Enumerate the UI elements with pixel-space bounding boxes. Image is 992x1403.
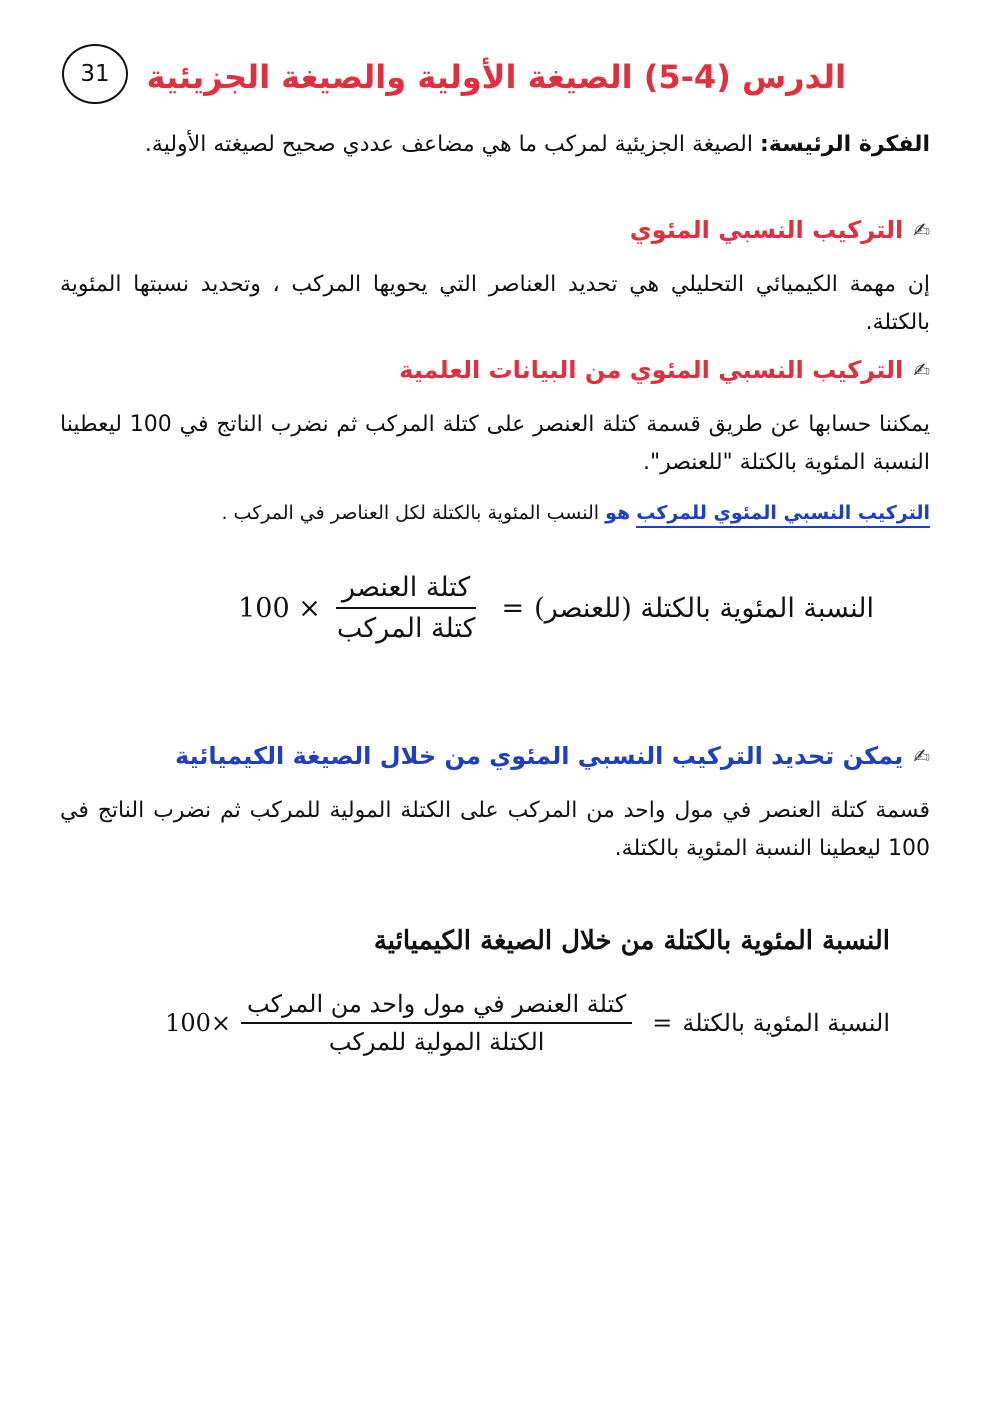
formula1-equals: =	[501, 592, 525, 624]
definition-verb: هو	[605, 502, 631, 524]
page-number-text: 31	[80, 61, 110, 87]
lesson-title	[147, 58, 846, 96]
section3-body-part1: قسمة كتلة العنصر في مول واحد من المركب على الكتلة المولية للمركب ثم نضرب الناتج في	[60, 798, 930, 823]
section2-body-part2: ليعطينا النسبة المئوية بالكتلة "للعنصر".	[60, 412, 930, 475]
section1-body	[60, 266, 930, 342]
pen-icon: ✍	[913, 218, 930, 242]
section2-heading	[399, 356, 930, 384]
formula1-numerator: كتلة العنصر	[336, 572, 476, 609]
section2-heading-text: التركيب النسبي المئوي من البيانات العلمية	[399, 356, 904, 384]
section2-body	[60, 406, 930, 482]
section3-body-part2: ليعطينا النسبة المئوية بالكتلة.	[614, 836, 881, 861]
formula2-numerator: كتلة العنصر في مول واحد من المركب	[241, 990, 632, 1024]
definition-rest: النسب المئوية بالكتلة لكل العناصر في المركب .	[221, 502, 600, 524]
main-idea-text: الصيغة الجزيئية لمركب ما هي مضاعف عددي صحيح لصيغته الأولية.	[144, 132, 753, 157]
title-prefix: الدرس	[741, 58, 846, 96]
formula2-fraction	[241, 990, 632, 1056]
section1-heading	[630, 216, 930, 244]
section3-body	[60, 792, 930, 868]
section1-body-text: إن مهمة الكيميائي التحليلي هي تحديد العناصر التي يحويها المركب ، وتحديد نسبتها المئوية بالكتلة.	[60, 272, 930, 335]
title-text: الصيغة الأولية والصيغة الجزيئية	[146, 58, 633, 96]
pen-icon: ✍	[913, 744, 930, 768]
formula2-lhs: النسبة المئوية بالكتلة	[682, 1009, 890, 1037]
main-idea	[60, 126, 930, 164]
section3-heading	[175, 742, 930, 770]
definition	[221, 498, 930, 528]
pen-icon: ✍	[913, 358, 930, 382]
title-number: (5-4)	[643, 58, 731, 96]
section3-body-number: 100	[888, 836, 930, 861]
main-idea-label: الفكرة الرئيسة:	[759, 132, 930, 157]
formula2-denominator: الكتلة المولية للمركب	[328, 1028, 545, 1056]
formula1-lhs: النسبة المئوية بالكتلة (للعنصر)	[534, 592, 874, 624]
definition-term: التركيب النسبي المئوي للمركب	[636, 502, 930, 528]
section2-body-number: 100	[129, 412, 172, 437]
formula-mass-percent-chemical	[165, 990, 890, 1056]
formula2-title: النسبة المئوية بالكتلة من خلال الصيغة الكيميائية	[373, 926, 890, 956]
formula1-multiplier: 100 ×	[238, 592, 321, 624]
section3-heading-text: يمكن تحديد التركيب النسبي المئوي من خلال الصيغة الكيميائية	[175, 742, 904, 770]
formula1-denominator: كتلة المركب	[336, 613, 476, 644]
formula2-multiplier: 100×	[165, 1009, 232, 1037]
page-number	[62, 44, 128, 104]
section2-body-part1: يمكننا حسابها عن طريق قسمة كتلة العنصر على كتلة المركب ثم نضرب الناتج في	[179, 412, 930, 437]
formula2-equals: =	[652, 1009, 673, 1037]
section1-heading-text: التركيب النسبي المئوي	[629, 216, 904, 244]
formula-mass-percent	[238, 572, 874, 644]
formula1-fraction	[331, 572, 482, 644]
